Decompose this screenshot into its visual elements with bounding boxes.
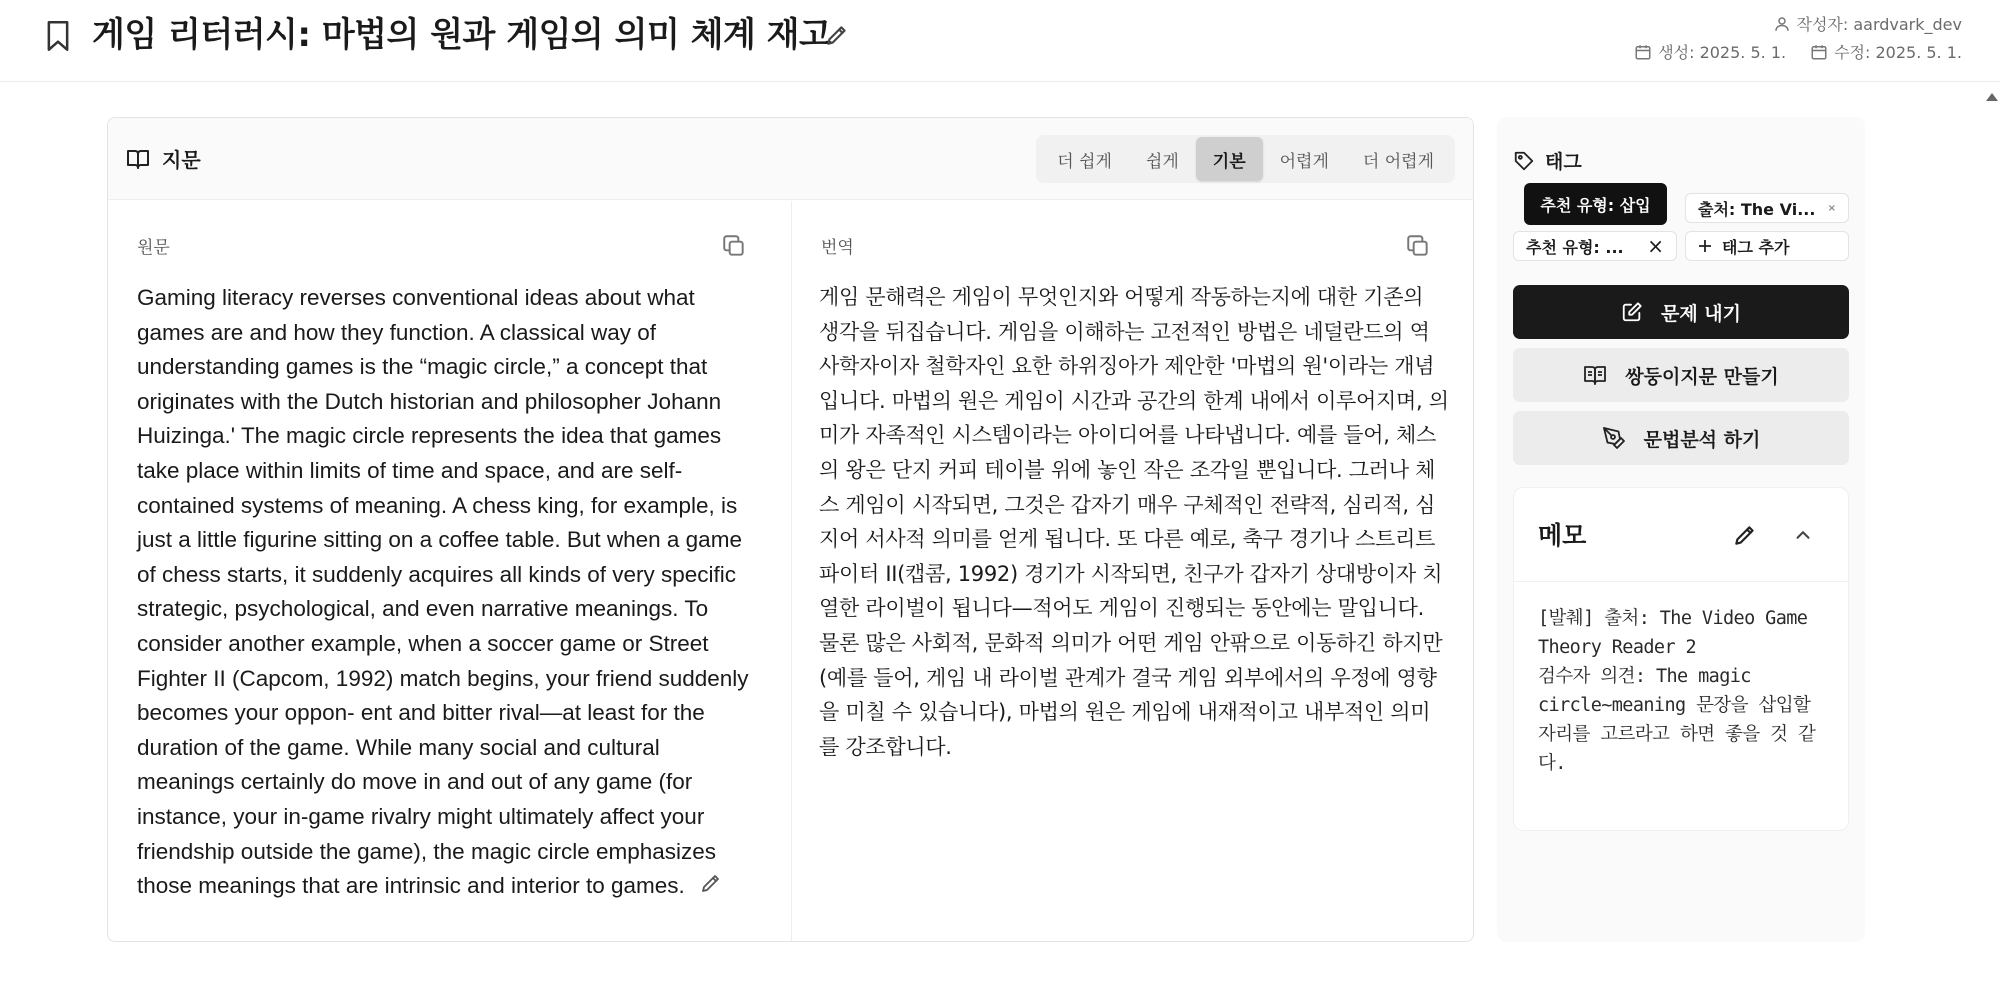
open-book-icon (126, 148, 150, 170)
make-parallel-label: 쌍둥이지문 만들기 (1625, 365, 1779, 388)
level-hard[interactable]: 어렵게 (1279, 151, 1329, 172)
right-sidebar (1497, 117, 1865, 942)
edit-square-icon (1621, 301, 1643, 323)
memo-panel (1513, 487, 1849, 831)
modified-date: 수정: 2025. 5. 1. (1834, 43, 1962, 62)
remove-tag-icon[interactable]: × (1827, 202, 1836, 214)
created-date: 생성: 2025. 5. 1. (1658, 43, 1787, 62)
source-text: Gaming literacy reverses conventional ideas about what games are and how they function. A classical way of understanding games is the “magic circle,” a concept that originates with the Dutch historian and philosopher Johann Huizinga.' The magic circle represents the idea that games take place within limits of time and space, and are self-contained systems of meaning. A chess king, for example, is just a little figurine sitting on a coffee table. But when a game of chess starts, it suddenly acquires all kinds of very specific strategic, psychological, and even narrative meanings. To consider another example, when a soccer game or Street Fighter II (Capcom, 1992) match begins, your friend suddenly becomes your oppon- ent and bitter rival—at least for the duration of the game. While many social and cultural meanings certainly do move in and out of any game (for instance, your in-game rivalry might ultimately affect your friendship outside the game), the magic circle emphasizes those meanings that are intrinsic and interior to games. (137, 285, 749, 899)
difficulty-selector (1036, 135, 1455, 183)
chevron-up-icon[interactable] (1792, 524, 1814, 546)
translation-column (792, 201, 1474, 942)
author-meta (1773, 12, 1963, 35)
date-meta (1634, 40, 1962, 63)
add-tag-button[interactable] (1685, 231, 1849, 261)
memo-header (1514, 488, 1848, 582)
page-title: 게임 리터러시: 마법의 원과 게임의 의미 체계 재고 (92, 15, 832, 55)
make-parallel-passage-button[interactable] (1513, 348, 1849, 402)
grammar-analysis-button[interactable] (1513, 411, 1849, 465)
tag-icon (1513, 150, 1535, 172)
tags-title: 태그 (1545, 151, 1582, 173)
memo-text: [발췌] 출처: The Video Game Theory Reader 2 검수자 의견: The magic circle~meaning 문장을 삽입할 자리를 고르라고 하면 좋을 것 같다. (1538, 608, 1816, 774)
remove-tag-icon[interactable]: × (1647, 234, 1664, 258)
passage-title-text: 지문 (162, 148, 201, 172)
pen-tool-icon (1602, 426, 1626, 450)
source-text-block (137, 281, 761, 904)
level-harder[interactable]: 더 어렵게 (1362, 151, 1434, 172)
source-column (108, 201, 792, 942)
tag-tooltip: 추천 유형: 삽입 (1524, 183, 1667, 225)
tag-type-label: 추천 유형: ... (1526, 237, 1624, 257)
make-question-button[interactable] (1513, 285, 1849, 339)
tags-header (1513, 147, 1582, 174)
tag-recommend-type[interactable] (1513, 231, 1677, 261)
edit-source-icon[interactable] (699, 871, 723, 895)
user-icon (1773, 15, 1791, 33)
edit-title-icon[interactable] (824, 22, 850, 48)
scrollbar-up-arrow[interactable] (1984, 90, 2000, 102)
passage-title (126, 144, 201, 173)
bookmark-icon[interactable] (44, 20, 72, 52)
passage-card (107, 117, 1474, 942)
page-header (0, 0, 2000, 82)
edit-memo-icon[interactable] (1732, 522, 1758, 548)
book-open-icon (1583, 364, 1607, 386)
level-default[interactable]: 기본 (1196, 137, 1263, 181)
memo-title: 메모 (1538, 521, 1587, 550)
translation-text: 게임 문해력은 게임이 무엇인지와 어떻게 작동하는지에 대한 기존의 생각을 뒤집습니다. 게임을 이해하는 고전적인 방법은 네덜란드의 역사학자이자 철학자인 요한 하위징아가 제안한 '마법의 원'이라는 개념입니다. 마법의 원은 게임이 시간과 공간의 한계 내에서 이루어지며, 의미가 자족적인 시스템이라는 아이디어를 나타냅니다. 예를 들어, 체스의 왕은 단지 커피 테이블 위에 놓인 작은 조각일 뿐입니다. 그러나 체스 게임이 시작되면, 그것은 갑자기 매우 구체적인 전략적, 심리적, 심지어 서사적 의미를 얻게 됩니다. 또 다른 예로, 축구 경기나 스트리트 파이터 II(캡콤, 1992) 경기가 시작되면, 친구가 갑자기 상대방이자 치열한 라이벌이 됩니다—적어도 게임이 진행되는 동안에는 말입니다. 물론 많은 사회적, 문화적 의미가 어떤 게임 안팎으로 이동하긴 하지만(예를 들어, 게임 내 라이벌 관계가 결국 게임 외부에서의 우정에 영향을 미칠 수 있습니다), 마법의 원은 게임에 내재적이고 내부적인 의미를 강조합니다. (819, 285, 1449, 759)
tag-source-label: 출처: The Vi... (1698, 199, 1816, 219)
level-easier[interactable]: 더 쉽게 (1057, 151, 1112, 172)
calendar-icon (1810, 43, 1828, 61)
translation-label: 번역 (821, 238, 854, 258)
make-question-label: 문제 내기 (1660, 302, 1742, 325)
grammar-analysis-label: 문법분석 하기 (1643, 428, 1761, 451)
passage-card-header (108, 118, 1473, 200)
author-text: 작성자: aardvark_dev (1796, 15, 1962, 34)
level-easy[interactable]: 쉽게 (1145, 151, 1179, 172)
copy-translation-icon[interactable] (1405, 233, 1431, 259)
add-tag-label: 태그 추가 (1722, 237, 1790, 257)
calendar-icon (1634, 43, 1652, 61)
source-label: 원문 (137, 238, 170, 258)
plus-icon (1698, 239, 1712, 253)
copy-source-icon[interactable] (721, 233, 747, 259)
tag-source[interactable] (1685, 193, 1849, 223)
